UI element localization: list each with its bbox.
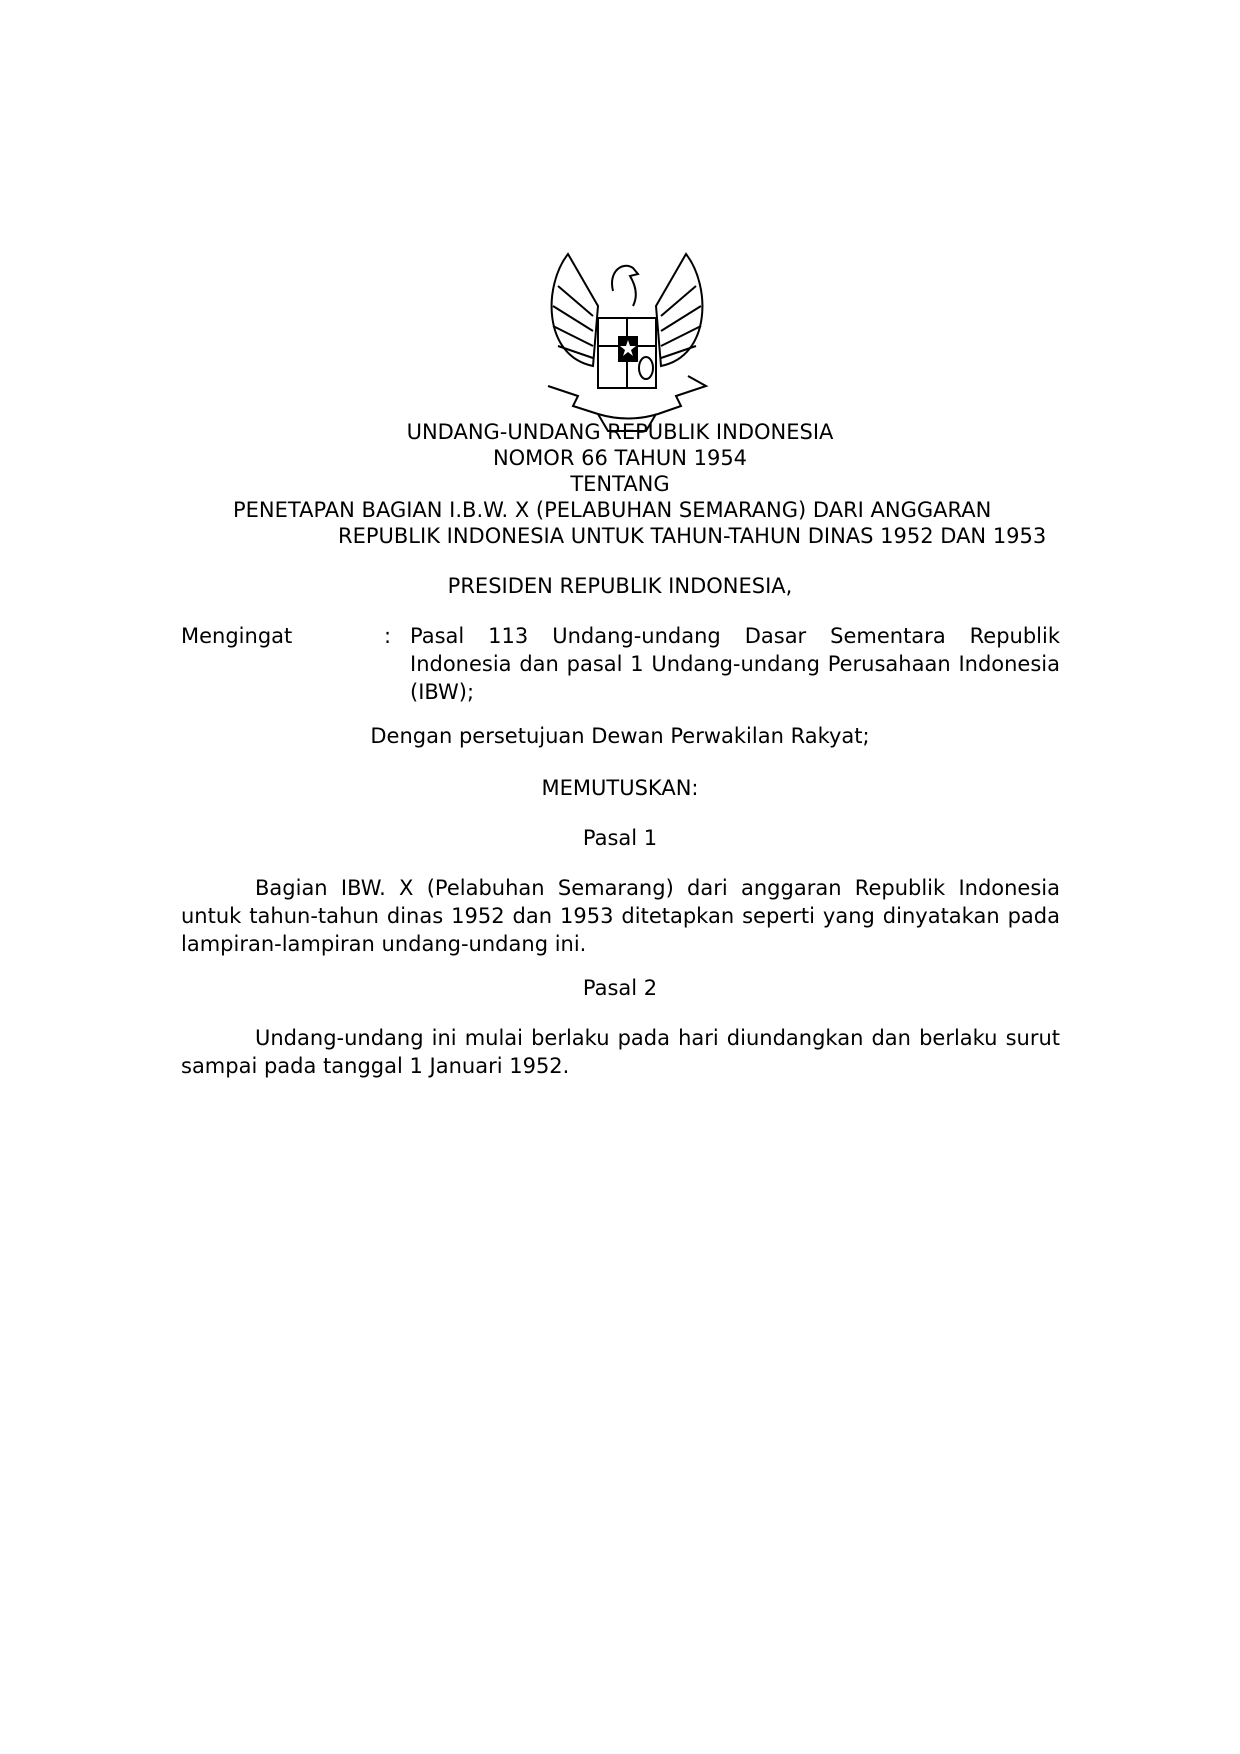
- president-heading: PRESIDEN REPUBLIK INDONESIA,: [447, 574, 793, 598]
- mengingat-text: Pasal 113 Undang-undang Dasar Sementara Republik Indonesia dan pasal 1 Undang-undang Perusahaan Indonesia (IBW);: [410, 624, 1060, 704]
- title-line-2: NOMOR 66 TAHUN 1954: [492, 446, 748, 470]
- mengingat-colon: :: [384, 624, 392, 648]
- persetujuan-text: Dengan persetujuan Dewan Perwakilan Rakyat;: [370, 724, 870, 748]
- pasal-2-heading: Pasal 2: [582, 976, 658, 1000]
- pasal-1-text: Bagian IBW. X (Pelabuhan Semarang) dari anggaran Republik Indonesia untuk tahun-tahun dinas 1952 dan 1953 ditetapkan seperti yang dinyatakan pada lampiran-lampiran undang-undang ini.: [181, 876, 1060, 956]
- title-line-1: UNDANG-UNDANG REPUBLIK INDONESIA: [406, 420, 834, 444]
- title-line-5: REPUBLIK INDONESIA UNTUK TAHUN-TAHUN DINAS 1952 DAN 1953: [338, 524, 1047, 548]
- garuda-pancasila-emblem-icon: [538, 246, 716, 442]
- pasal-1-heading: Pasal 1: [582, 826, 658, 850]
- mengingat-label: Mengingat: [181, 624, 293, 648]
- title-line-4: PENETAPAN BAGIAN I.B.W. X (PELABUHAN SEMARANG) DARI ANGGARAN: [233, 498, 992, 522]
- title-line-3: TENTANG: [570, 472, 670, 496]
- memutuskan-heading: MEMUTUSKAN:: [541, 776, 699, 800]
- pasal-2-text: Undang-undang ini mulai berlaku pada hari diundangkan dan berlaku surut sampai pada tanggal 1 Januari 1952.: [181, 1026, 1060, 1078]
